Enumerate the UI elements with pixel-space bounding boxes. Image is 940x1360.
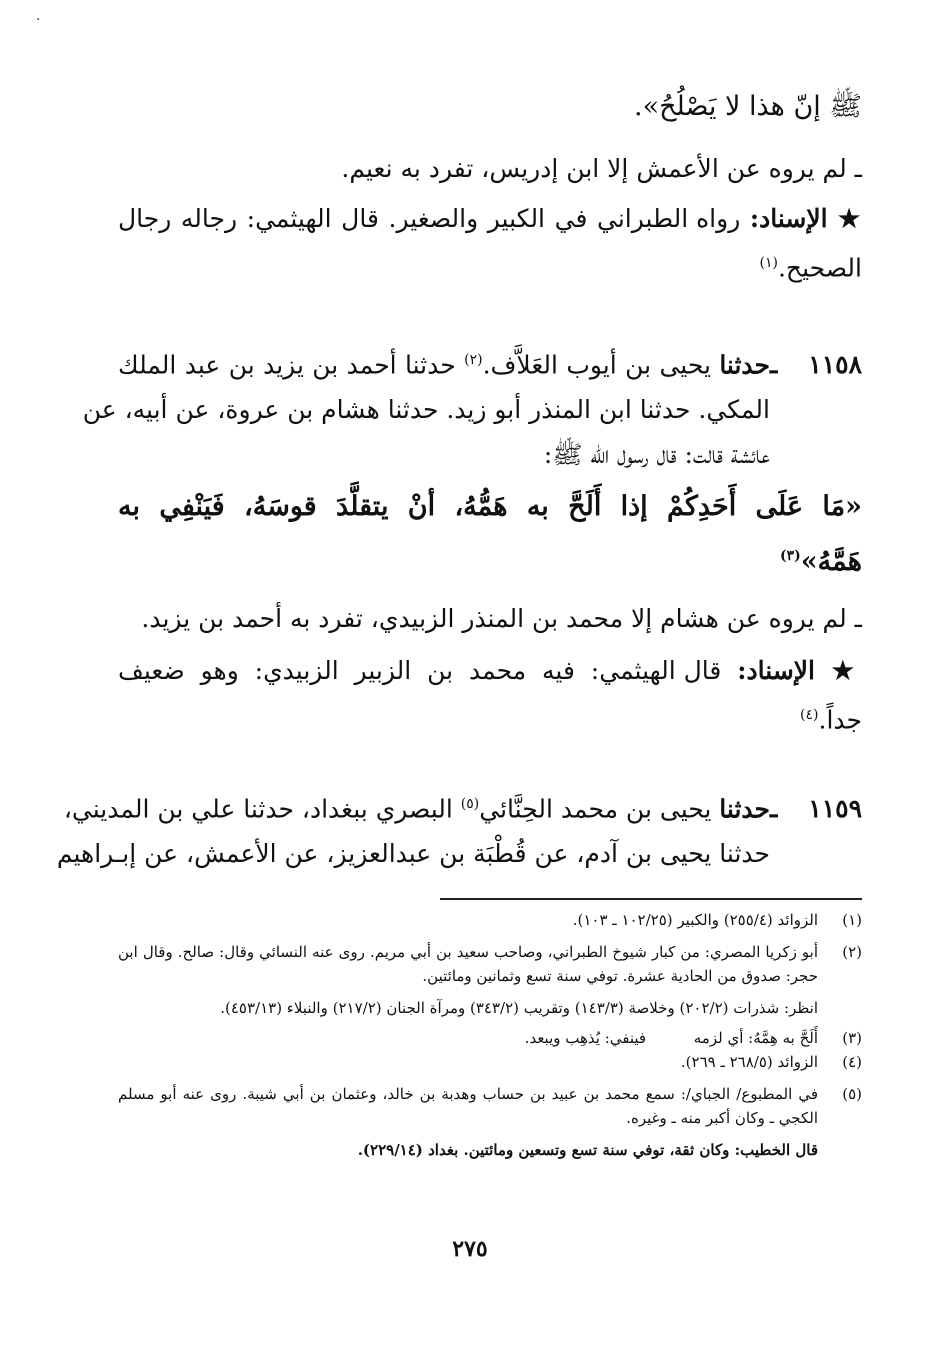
hadith-1158-isnad-line <box>118 648 862 693</box>
footnote-number: (١) <box>842 911 862 929</box>
hadith-1158-line-1 <box>118 338 862 387</box>
hadith-1158 <box>82 338 863 477</box>
footnote-2 <box>118 940 862 988</box>
top-block <box>118 82 862 132</box>
footnote-ref-3: (٣) <box>780 548 801 564</box>
page-number: ٢٧٥ <box>452 1236 488 1262</box>
hadith-1158-isnad <box>118 648 862 742</box>
matn-line-2: هَمَّهُ» <box>800 546 862 577</box>
footnote-number <box>818 1138 862 1162</box>
footnote-text: قال الخطيب: وكان ثقة، توفي سنة تسع وتسعين ومائتين. بغداد (٢٢٩/١٤). <box>357 1141 818 1159</box>
hadith-1159-line-2: حدثنا يحيى بن آدم، عن قُطْبَة بن عبدالعزيز، عن الأعمش، عن إبـراهيم <box>56 839 770 869</box>
footnote-text: الزوائد (٢٦٨/٥ ـ ٢٦٩). <box>680 1053 818 1071</box>
hadith-number: ١١٥٨ ـ <box>770 350 863 380</box>
matn-line-1: «مَا عَلَى أَحَدِكُمْ إذا أَلَحَّ به هَمُّهُ، أنْ يتقلَّدَ قوسَهُ، فَيَنْفِي به <box>118 491 862 522</box>
hadith-1158-line-2: المكي. حدثنا ابن المنذر أبو زيد. حدثنا هشام بن عروة، عن أبيه، عن <box>82 395 770 425</box>
top-note <box>118 146 862 191</box>
footnote-5-continued <box>118 1138 862 1162</box>
hadith-1158-note <box>118 596 862 641</box>
hadith-1158-note-line: ـ لم يروه عن هشام إلا محمد بن المنذر الزبيدي، تفرد به أحمد بن يزيد. <box>141 604 862 633</box>
footnote-number: (٤) <box>842 1053 862 1071</box>
footnote-number: (٢) <box>842 943 862 961</box>
hadith-1158-matn <box>118 482 862 586</box>
top-line-1: ﷺ إنّ هذا لا يَصْلُحُ». <box>634 91 862 122</box>
isnad-label: ★ الإسناد: <box>749 204 862 233</box>
top-line-2: ـ لم يروه عن الأعمش إلا ابن إدريس، تفرد به نعيم. <box>341 154 862 183</box>
footnote-ref-4: (٤) <box>800 707 819 723</box>
hadith-1158-narrator: يحيى بن أيوب العَلاَّف. <box>482 350 711 380</box>
hadith-number-1159: ١١٥٩ ـ <box>770 794 862 824</box>
hadith-1158-line-3: عائشة قالت: قال رسول الله ﷺ: <box>543 440 770 470</box>
hadith-lead-1159: حدثنا <box>719 794 770 824</box>
isnad-text: رواه الطبراني في الكبير والصغير. قال الهيثمي: رجاله رجال <box>118 204 741 233</box>
footnote-text: أَلَحَّ به هِمَّهُ: أي لزمه فينفي: يُذهِب ويبعد. <box>524 1029 818 1047</box>
footnote-text: في المطبوع/ الجباي/: سمع محمد بن عبيد بن حساب وهدبة بن خالد، وعثمان بن أبي شيبة. روى عنه أبو مسلم الكجي ـ وكان أكبر منه ـ وغيره. <box>118 1085 818 1127</box>
footnote-1 <box>118 908 862 932</box>
footnote-text: الزوائد (٢٥٥/٤) والكبير (١٠٢/٢٥ ـ ١٠٣). <box>572 911 818 929</box>
isnad-label-1158: ★ الإسناد: <box>737 656 862 685</box>
footnote-2-continued <box>118 996 862 1020</box>
footnote-ref-5: (٥) <box>460 796 480 812</box>
footnote-text: أبو زكريا المصري: من كبار شيوخ الطبراني، وصاحب سعيد بن أبي مريم. روى عنه النسائي وقال: صالح. وقال ابن حجر: صدوق من الحادية عشرة. توفي سنة تسع وثمانين ومائتين. <box>118 943 818 985</box>
isnad-tail: الصحيح. <box>777 253 862 283</box>
footnote-number: (٥) <box>842 1085 862 1103</box>
top-isnad-tail-line <box>118 241 862 290</box>
footnote-separator <box>440 898 862 900</box>
footnote-number: (٣) <box>842 1029 862 1047</box>
hadith-lead: حدثنا <box>719 350 771 380</box>
hadith-1159-line1-end: البصري ببغداد، حدثنا علي بن المديني، <box>63 794 453 824</box>
corner-mark: · <box>36 12 41 28</box>
top-isnad-line <box>118 196 862 241</box>
footnote-number <box>818 996 862 1020</box>
matn-line-2-wrap <box>118 532 862 586</box>
hadith-1159-narrator: يحيى بن محمد الحِنَّائي <box>479 794 712 824</box>
footnote-5 <box>118 1082 862 1130</box>
hadith-1158-isnad-tail <box>118 693 862 742</box>
footnote-3 <box>118 1026 862 1050</box>
isnad-tail-1158: جداً. <box>818 705 862 735</box>
footnote-4 <box>118 1050 862 1074</box>
top-isnad <box>118 196 862 290</box>
hadith-1159-line-1 <box>63 782 862 831</box>
footnotes <box>118 908 862 1162</box>
isnad-text-1158: قال الهيثمي: فيه محمد بن الزبير الزبيدي: وهو ضعيف <box>118 656 722 685</box>
hadith-1159 <box>56 782 862 876</box>
footnote-text: انظر: شذرات (٢٠٢/٢) وخلاصة (١٤٣/٣) وتقريب (٣٤٣/٢) ومرآة الجنان (٢١٧/٢) والنبلاء (٤٥٣/١٣). <box>220 999 818 1017</box>
footnote-ref-1: (١) <box>759 255 778 271</box>
footnote-ref-2: (٢) <box>464 352 483 368</box>
hadith-1158-line1-end: حدثنا أحمد بن يزيد بن عبد الملك <box>118 350 456 380</box>
